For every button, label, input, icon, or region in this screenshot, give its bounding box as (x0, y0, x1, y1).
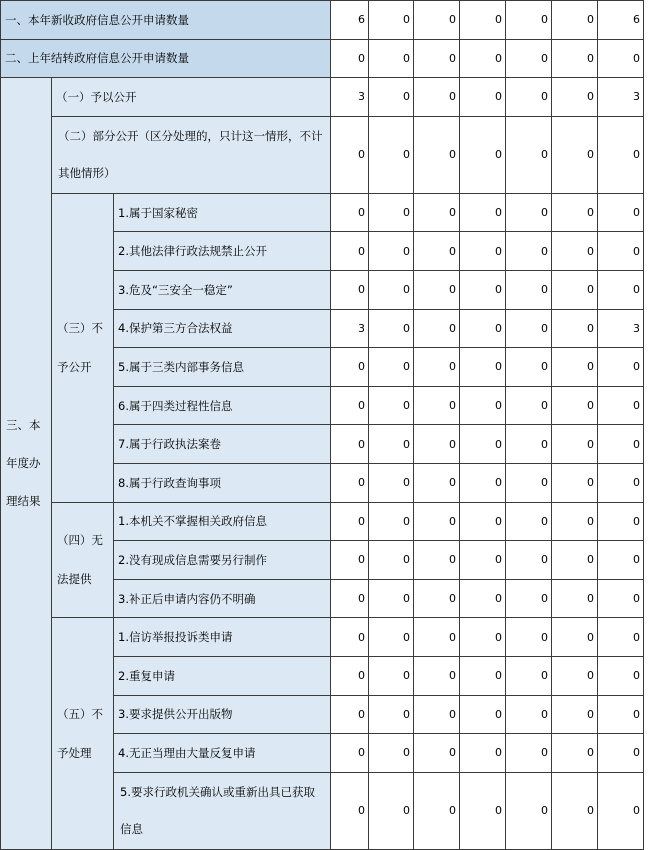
new-applications-value-5: 0 (506, 1, 552, 40)
new-applications-value-7: 6 (598, 1, 644, 40)
not-processed-1-value-3: 0 (414, 618, 460, 657)
cannot-provide-3-value-7: 0 (598, 579, 644, 618)
row-not-disclosed-1 (1, 193, 644, 232)
not-disclosed-4-value-7: 3 (598, 309, 644, 348)
not-disclosed-1-value-1: 0 (331, 193, 369, 232)
label-not-processed-4: 4.无正当理由大量反复申请 (114, 734, 331, 773)
not-disclosed-3-value-1: 0 (331, 270, 369, 309)
not-processed-1-value-6: 0 (552, 618, 598, 657)
label-not-disclosed: （三）不予公开 (52, 193, 114, 502)
not-disclosed-6-value-1: 0 (331, 386, 369, 425)
row-partially-disclosed (1, 116, 644, 193)
label-not-disclosed-3: 3.危及“三安全一稳定” (114, 270, 331, 309)
label-cannot-provide-3: 3.补正后申请内容仍不明确 (114, 579, 331, 618)
not-disclosed-7-value-7: 0 (598, 425, 644, 464)
disclosed-value-2: 0 (369, 78, 414, 117)
label-cannot-provide-2: 2.没有现成信息需要另行制作 (114, 541, 331, 580)
row-disclosed (1, 78, 644, 117)
row-new-applications (1, 1, 644, 40)
not-processed-3-value-5: 0 (506, 695, 552, 734)
not-processed-2-value-6: 0 (552, 656, 598, 695)
not-disclosed-7-value-1: 0 (331, 425, 369, 464)
new-applications-value-3: 0 (414, 1, 460, 40)
cannot-provide-1-value-3: 0 (414, 502, 460, 541)
partially-disclosed-value-3: 0 (414, 116, 460, 193)
not-processed-3-value-4: 0 (460, 695, 506, 734)
not-disclosed-5-value-3: 0 (414, 348, 460, 387)
label-carried-over: 二、上年结转政府信息公开申请数量 (1, 39, 331, 78)
cannot-provide-1-value-5: 0 (506, 502, 552, 541)
label-not-disclosed-6: 6.属于四类过程性信息 (114, 386, 331, 425)
not-disclosed-3-value-3: 0 (414, 270, 460, 309)
not-disclosed-7-value-6: 0 (552, 425, 598, 464)
not-disclosed-5-value-6: 0 (552, 348, 598, 387)
not-processed-1-value-4: 0 (460, 618, 506, 657)
cannot-provide-2-value-3: 0 (414, 541, 460, 580)
not-disclosed-6-value-5: 0 (506, 386, 552, 425)
not-disclosed-1-value-7: 0 (598, 193, 644, 232)
not-disclosed-2-value-6: 0 (552, 232, 598, 271)
not-disclosed-2-value-4: 0 (460, 232, 506, 271)
not-disclosed-8-value-1: 0 (331, 463, 369, 502)
not-disclosed-5-value-7: 0 (598, 348, 644, 387)
not-processed-3-value-6: 0 (552, 695, 598, 734)
not-disclosed-7-value-2: 0 (369, 425, 414, 464)
not-processed-5-value-1: 0 (331, 772, 369, 849)
disclosed-value-1: 3 (331, 78, 369, 117)
disclosed-value-3: 0 (414, 78, 460, 117)
not-processed-3-value-3: 0 (414, 695, 460, 734)
not-disclosed-8-value-6: 0 (552, 463, 598, 502)
partially-disclosed-value-4: 0 (460, 116, 506, 193)
partially-disclosed-value-2: 0 (369, 116, 414, 193)
new-applications-value-6: 0 (552, 1, 598, 40)
not-disclosed-8-value-2: 0 (369, 463, 414, 502)
cannot-provide-2-value-1: 0 (331, 541, 369, 580)
cannot-provide-1-value-1: 0 (331, 502, 369, 541)
not-processed-2-value-1: 0 (331, 656, 369, 695)
not-disclosed-4-value-4: 0 (460, 309, 506, 348)
cannot-provide-1-value-7: 0 (598, 502, 644, 541)
cannot-provide-2-value-2: 0 (369, 541, 414, 580)
new-applications-value-4: 0 (460, 1, 506, 40)
not-processed-5-value-4: 0 (460, 772, 506, 849)
not-processed-5-value-3: 0 (414, 772, 460, 849)
label-section-3: 三、本年度办理结果 (1, 78, 52, 850)
not-processed-5-value-5: 0 (506, 772, 552, 849)
cannot-provide-3-value-2: 0 (369, 579, 414, 618)
carried-over-value-6: 0 (552, 39, 598, 78)
cannot-provide-2-value-6: 0 (552, 541, 598, 580)
not-processed-4-value-2: 0 (369, 734, 414, 773)
not-processed-3-value-1: 0 (331, 695, 369, 734)
not-disclosed-7-value-5: 0 (506, 425, 552, 464)
not-disclosed-1-value-2: 0 (369, 193, 414, 232)
not-processed-2-value-4: 0 (460, 656, 506, 695)
cannot-provide-3-value-5: 0 (506, 579, 552, 618)
not-disclosed-5-value-2: 0 (369, 348, 414, 387)
row-cannot-provide-1 (1, 502, 644, 541)
cannot-provide-3-value-4: 0 (460, 579, 506, 618)
disclosed-value-4: 0 (460, 78, 506, 117)
not-disclosed-5-value-4: 0 (460, 348, 506, 387)
not-disclosed-3-value-6: 0 (552, 270, 598, 309)
not-disclosed-4-value-5: 0 (506, 309, 552, 348)
label-not-processed-1: 1.信访举报投诉类申请 (114, 618, 331, 657)
not-processed-3-value-7: 0 (598, 695, 644, 734)
disclosed-value-5: 0 (506, 78, 552, 117)
partially-disclosed-value-5: 0 (506, 116, 552, 193)
partially-disclosed-value-1: 0 (331, 116, 369, 193)
not-disclosed-5-value-1: 0 (331, 348, 369, 387)
carried-over-value-5: 0 (506, 39, 552, 78)
not-disclosed-8-value-4: 0 (460, 463, 506, 502)
not-processed-5-value-6: 0 (552, 772, 598, 849)
label-new-applications: 一、本年新收政府信息公开申请数量 (1, 1, 331, 40)
not-disclosed-7-value-4: 0 (460, 425, 506, 464)
not-disclosed-4-value-6: 0 (552, 309, 598, 348)
not-processed-4-value-4: 0 (460, 734, 506, 773)
carried-over-value-2: 0 (369, 39, 414, 78)
not-disclosed-2-value-7: 0 (598, 232, 644, 271)
label-not-disclosed-2: 2.其他法律行政法规禁止公开 (114, 232, 331, 271)
row-carried-over (1, 39, 644, 78)
not-processed-2-value-7: 0 (598, 656, 644, 695)
not-disclosed-8-value-5: 0 (506, 463, 552, 502)
label-not-disclosed-7: 7.属于行政执法案卷 (114, 425, 331, 464)
not-disclosed-6-value-7: 0 (598, 386, 644, 425)
carried-over-value-1: 0 (331, 39, 369, 78)
not-processed-4-value-7: 0 (598, 734, 644, 773)
label-not-disclosed-4: 4.保护第三方合法权益 (114, 309, 331, 348)
cannot-provide-2-value-7: 0 (598, 541, 644, 580)
not-disclosed-3-value-4: 0 (460, 270, 506, 309)
not-disclosed-8-value-3: 0 (414, 463, 460, 502)
label-not-disclosed-8: 8.属于行政查询事项 (114, 463, 331, 502)
cannot-provide-2-value-5: 0 (506, 541, 552, 580)
not-processed-3-value-2: 0 (369, 695, 414, 734)
not-processed-4-value-3: 0 (414, 734, 460, 773)
not-disclosed-2-value-2: 0 (369, 232, 414, 271)
not-disclosed-8-value-7: 0 (598, 463, 644, 502)
not-disclosed-4-value-3: 0 (414, 309, 460, 348)
disclosed-value-6: 0 (552, 78, 598, 117)
not-processed-4-value-6: 0 (552, 734, 598, 773)
not-disclosed-4-value-2: 0 (369, 309, 414, 348)
partially-disclosed-value-6: 0 (552, 116, 598, 193)
new-applications-value-1: 6 (331, 1, 369, 40)
not-disclosed-3-value-2: 0 (369, 270, 414, 309)
label-cannot-provide: （四）无法提供 (52, 502, 114, 618)
cannot-provide-3-value-1: 0 (331, 579, 369, 618)
not-disclosed-2-value-1: 0 (331, 232, 369, 271)
not-processed-1-value-1: 0 (331, 618, 369, 657)
cannot-provide-1-value-6: 0 (552, 502, 598, 541)
not-disclosed-6-value-2: 0 (369, 386, 414, 425)
label-cannot-provide-1: 1.本机关不掌握相关政府信息 (114, 502, 331, 541)
cannot-provide-1-value-4: 0 (460, 502, 506, 541)
not-disclosed-4-value-1: 3 (331, 309, 369, 348)
not-disclosed-2-value-5: 0 (506, 232, 552, 271)
label-not-processed: （五）不予处理 (52, 618, 114, 849)
carried-over-value-7: 0 (598, 39, 644, 78)
not-disclosed-3-value-7: 0 (598, 270, 644, 309)
cannot-provide-3-value-6: 0 (552, 579, 598, 618)
carried-over-value-3: 0 (414, 39, 460, 78)
not-processed-2-value-3: 0 (414, 656, 460, 695)
not-disclosed-5-value-5: 0 (506, 348, 552, 387)
carried-over-value-4: 0 (460, 39, 506, 78)
not-disclosed-7-value-3: 0 (414, 425, 460, 464)
not-processed-5-value-7: 0 (598, 772, 644, 849)
cannot-provide-3-value-3: 0 (414, 579, 460, 618)
not-processed-5-value-2: 0 (369, 772, 414, 849)
label-not-processed-2: 2.重复申请 (114, 656, 331, 695)
not-processed-2-value-5: 0 (506, 656, 552, 695)
label-not-disclosed-5: 5.属于三类内部事务信息 (114, 348, 331, 387)
not-disclosed-1-value-3: 0 (414, 193, 460, 232)
label-not-processed-3: 3.要求提供公开出版物 (114, 695, 331, 734)
label-disclosed: （一）予以公开 (52, 78, 331, 117)
row-not-processed-1 (1, 618, 644, 657)
new-applications-value-2: 0 (369, 1, 414, 40)
not-processed-4-value-5: 0 (506, 734, 552, 773)
cannot-provide-2-value-4: 0 (460, 541, 506, 580)
disclosed-value-7: 3 (598, 78, 644, 117)
label-not-processed-5: 5.要求行政机关确认或重新出具已获取信息 (114, 772, 331, 849)
not-disclosed-3-value-5: 0 (506, 270, 552, 309)
not-processed-1-value-5: 0 (506, 618, 552, 657)
not-disclosed-6-value-3: 0 (414, 386, 460, 425)
not-disclosed-6-value-4: 0 (460, 386, 506, 425)
not-disclosed-1-value-4: 0 (460, 193, 506, 232)
not-disclosed-1-value-5: 0 (506, 193, 552, 232)
not-processed-1-value-2: 0 (369, 618, 414, 657)
label-partially-disclosed: （二）部分公开（区分处理的，只计这一情形，不计其他情形） (52, 116, 331, 193)
not-processed-4-value-1: 0 (331, 734, 369, 773)
not-disclosed-6-value-6: 0 (552, 386, 598, 425)
not-processed-2-value-2: 0 (369, 656, 414, 695)
not-disclosed-2-value-3: 0 (414, 232, 460, 271)
partially-disclosed-value-7: 0 (598, 116, 644, 193)
not-disclosed-1-value-6: 0 (552, 193, 598, 232)
label-not-disclosed-1: 1.属于国家秘密 (114, 193, 331, 232)
cannot-provide-1-value-2: 0 (369, 502, 414, 541)
not-processed-1-value-7: 0 (598, 618, 644, 657)
